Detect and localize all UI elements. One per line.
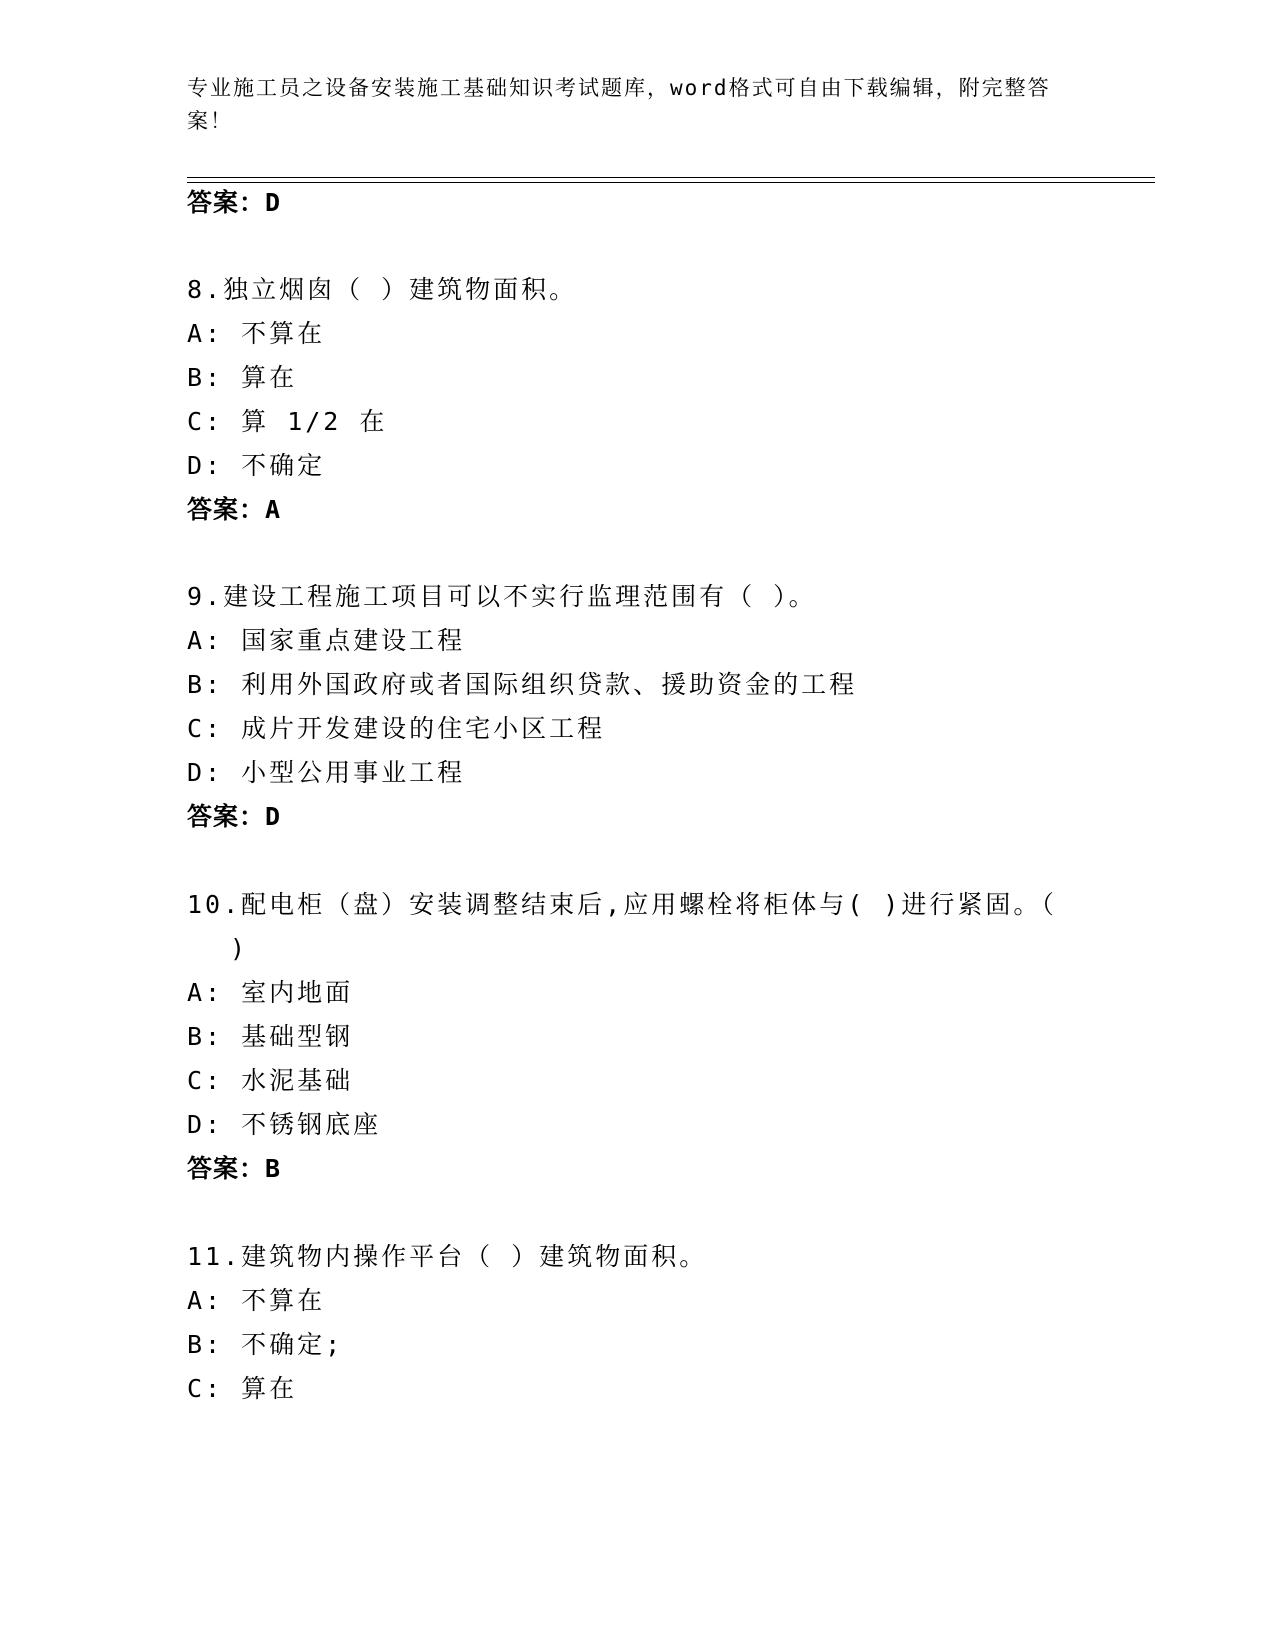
question-8-option-d: D: 不确定 bbox=[187, 451, 326, 480]
answer-q8: 答案：A bbox=[187, 495, 282, 524]
question-10-option-b: B: 基础型钢 bbox=[187, 1022, 354, 1051]
question-10-stem: 10.配电柜（盘）安装调整结束后,应用螺栓将柜体与( )进行紧固。（ bbox=[187, 890, 1057, 919]
question-11-option-a: A: 不算在 bbox=[187, 1286, 326, 1315]
question-9-option-d: D: 小型公用事业工程 bbox=[187, 758, 466, 787]
question-9-option-b: B: 利用外国政府或者国际组织贷款、援助资金的工程 bbox=[187, 670, 858, 699]
question-8-option-b: B: 算在 bbox=[187, 363, 298, 392]
question-10-option-c: C: 水泥基础 bbox=[187, 1066, 354, 1095]
question-10-stem-continuation: ) bbox=[230, 934, 249, 963]
question-11-stem: 11.建筑物内操作平台（ ）建筑物面积。 bbox=[187, 1242, 708, 1271]
question-9-option-c: C: 成片开发建设的住宅小区工程 bbox=[187, 714, 606, 743]
question-10-option-d: D: 不锈钢底座 bbox=[187, 1110, 382, 1139]
header-divider-top bbox=[187, 177, 1155, 178]
header-divider-bottom bbox=[187, 182, 1155, 183]
question-10-option-a: A: 室内地面 bbox=[187, 978, 354, 1007]
answer-q7: 答案：D bbox=[187, 188, 282, 217]
answer-q10: 答案：B bbox=[187, 1154, 282, 1183]
question-11-option-c: C: 算在 bbox=[187, 1374, 298, 1403]
question-8-option-a: A: 不算在 bbox=[187, 319, 326, 348]
question-9-stem: 9.建设工程施工项目可以不实行监理范围有（ ）。 bbox=[187, 582, 817, 611]
question-9-option-a: A: 国家重点建设工程 bbox=[187, 626, 466, 655]
question-11-option-b: B: 不确定; bbox=[187, 1330, 344, 1359]
answer-q9: 答案：D bbox=[187, 802, 282, 831]
document-header: 专业施工员之设备安装施工基础知识考试题库，word格式可自由下载编辑，附完整答案！ bbox=[187, 76, 1051, 133]
question-8-option-c: C: 算 1/2 在 bbox=[187, 407, 388, 436]
question-8-stem: 8.独立烟囱（ ）建筑物面积。 bbox=[187, 275, 578, 304]
